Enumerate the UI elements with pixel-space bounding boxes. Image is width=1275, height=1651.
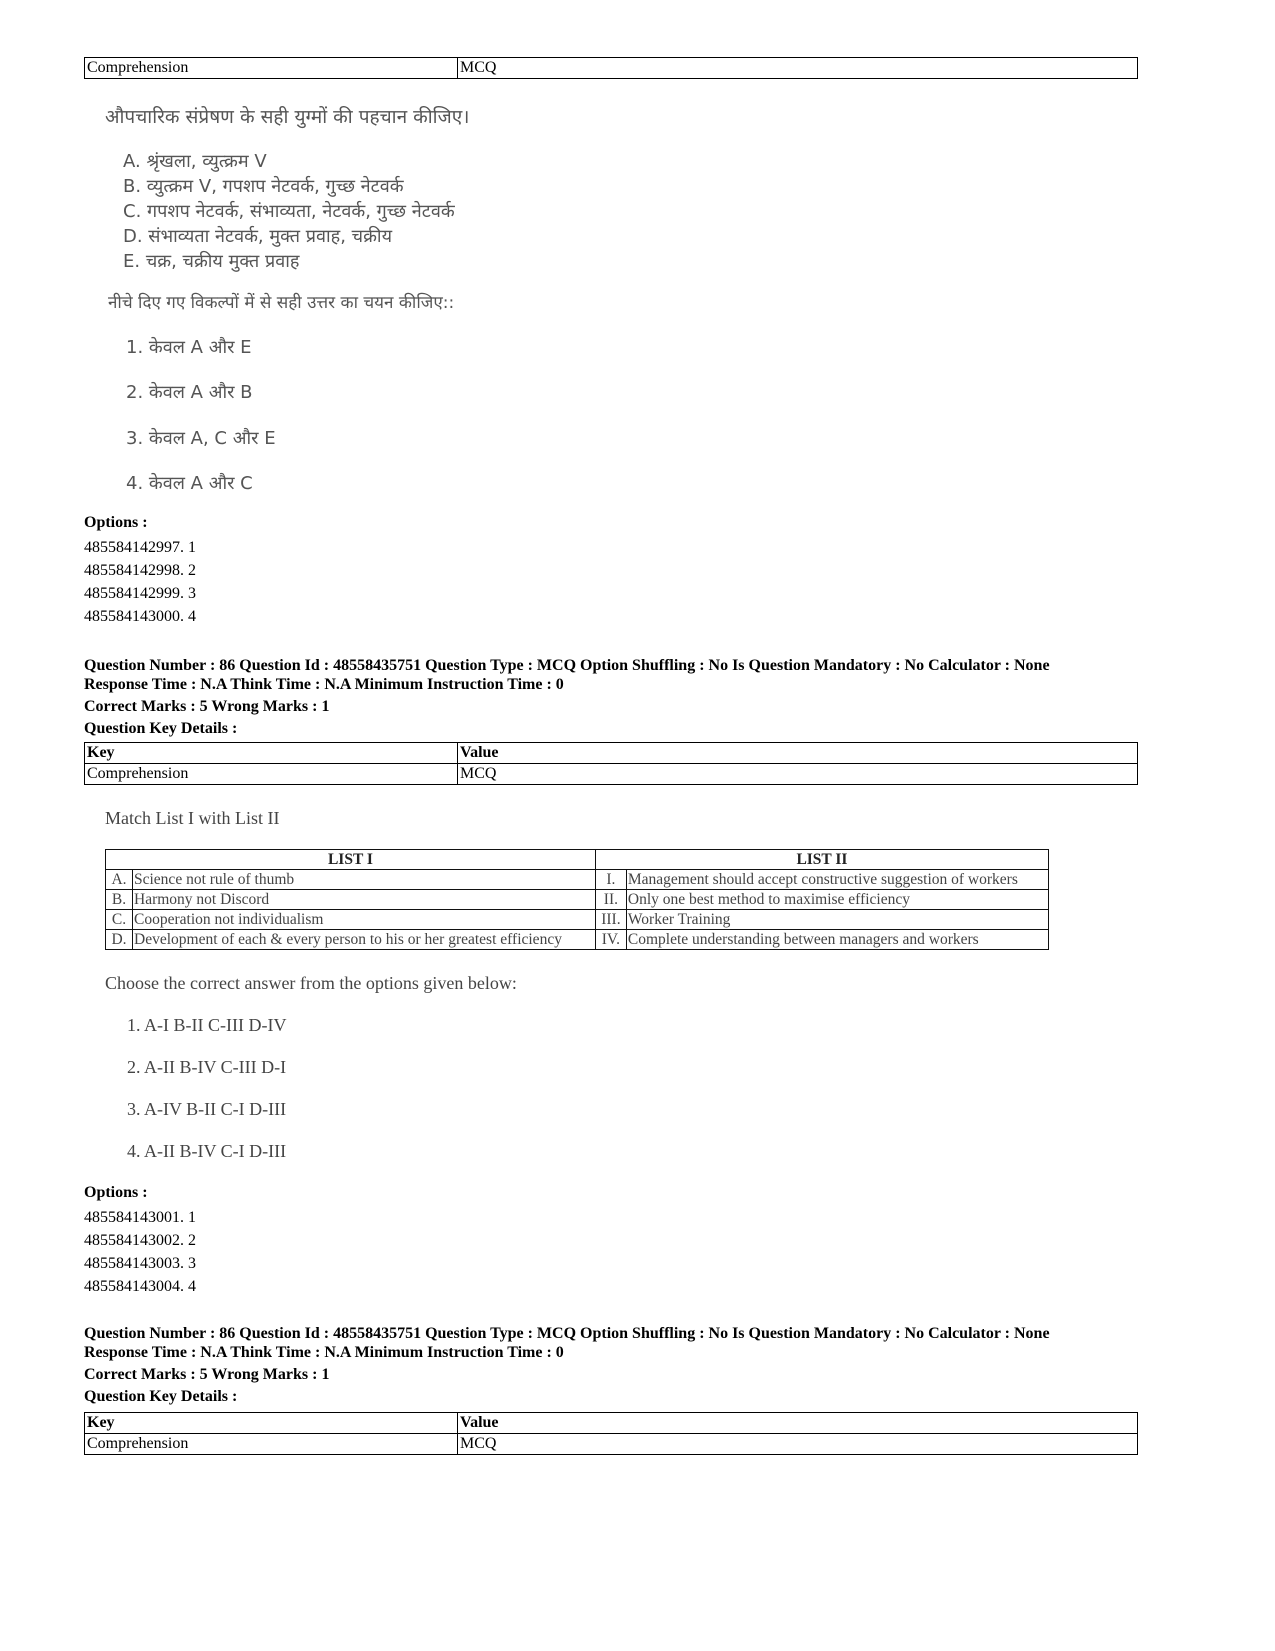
question-next-header: [84, 1324, 1050, 1406]
statement-item: B. व्युत्क्रम V, गपशप नेटवर्क, गुच्छ नेटवर्क: [123, 176, 404, 197]
value-cell: MCQ: [458, 1434, 1138, 1455]
key-cell: Comprehension: [85, 58, 458, 79]
option-item: 485584143003. 3: [84, 1255, 196, 1272]
question-meta-line: Response Time : N.A Think Time : N.A Minimum Instruction Time : 0: [84, 676, 564, 693]
question-86-header: [84, 656, 1050, 738]
option-item: 485584142997. 1: [84, 539, 196, 556]
answer-choice: 3. केवल A, C और E: [126, 428, 276, 449]
question-key-table: [84, 1412, 1138, 1455]
option-item: 485584143001. 1: [84, 1209, 196, 1226]
list-1-letter: A.: [106, 870, 133, 890]
value-cell: MCQ: [458, 764, 1138, 785]
question-stem: Match List I with List II: [105, 808, 280, 828]
list-1-letter: B.: [106, 890, 133, 910]
question-meta-line: Question Number : 86 Question Id : 48558435751 Question Type : MCQ Option Shuffling : No Is Question Mandatory : No Calculator : None: [84, 1325, 1050, 1342]
list-1-letter: C.: [106, 910, 133, 930]
statement-item: A. श्रृंखला, व्युत्क्रम V: [123, 151, 267, 172]
list-2-text: Management should accept constructive suggestion of workers: [626, 870, 1048, 890]
option-item: 485584143002. 2: [84, 1232, 196, 1249]
options-label: Options :: [84, 1184, 148, 1201]
key-details-label: Question Key Details :: [84, 1388, 238, 1405]
answer-choice: 4. A-II B-IV C-I D-III: [127, 1141, 287, 1161]
question-meta-line: Response Time : N.A Think Time : N.A Minimum Instruction Time : 0: [84, 1344, 564, 1361]
list-2-numeral: II.: [595, 890, 626, 910]
options-block: [84, 513, 196, 628]
match-row: [106, 890, 1049, 910]
question-stem: औपचारिक संप्रेषण के सही युग्मों की पहचान कीजिए।: [105, 106, 470, 128]
value-header: Value: [458, 1413, 1138, 1434]
options-label: Options :: [84, 514, 148, 531]
option-item: 485584142999. 3: [84, 585, 196, 602]
question-meta-line: Question Number : 86 Question Id : 48558435751 Question Type : MCQ Option Shuffling : No Is Question Mandatory : No Calculator : None: [84, 657, 1050, 674]
list-2-numeral: I.: [595, 870, 626, 890]
option-item: 485584142998. 2: [84, 562, 196, 579]
list-1-text: Cooperation not individualism: [133, 910, 596, 930]
answer-choice: 1. केवल A और E: [126, 337, 252, 358]
key-cell: Comprehension: [85, 764, 458, 785]
key-details-label: Question Key Details :: [84, 720, 238, 737]
list-2-numeral: IV.: [595, 930, 626, 950]
list-2-numeral: III.: [595, 910, 626, 930]
marks-line: Correct Marks : 5 Wrong Marks : 1: [84, 1366, 330, 1383]
key-header: Key: [85, 1413, 458, 1434]
statement-item: E. चक्र, चक्रीय मुक्त प्रवाह: [123, 251, 300, 272]
list-2-text: Worker Training: [626, 910, 1048, 930]
value-cell: MCQ: [458, 58, 1138, 79]
options-block: [84, 1183, 196, 1298]
answer-choice: 2. केवल A और B: [126, 382, 253, 403]
value-header: Value: [458, 743, 1138, 764]
top-key-value-table: [84, 57, 1138, 79]
statement-item: D. संभाव्यता नेटवर्क, मुक्त प्रवाह, चक्रीय: [123, 226, 393, 247]
list-1-text: Development of each & every person to his or her greatest efficiency: [133, 930, 596, 950]
list-2-header: LIST II: [595, 850, 1048, 870]
match-header-row: [106, 850, 1049, 870]
choose-instruction: Choose the correct answer from the options given below:: [105, 973, 517, 993]
table-header-row: [85, 1413, 1138, 1434]
table-row: [85, 764, 1138, 785]
table-row: [85, 58, 1138, 79]
match-row: [106, 910, 1049, 930]
match-row: [106, 930, 1049, 950]
key-cell: Comprehension: [85, 1434, 458, 1455]
statement-item: C. गपशप नेटवर्क, संभाव्यता, नेटवर्क, गुच्छ नेटवर्क: [123, 201, 455, 222]
answer-choice: 4. केवल A और C: [126, 473, 253, 494]
option-item: 485584143004. 4: [84, 1278, 196, 1295]
list-2-text: Only one best method to maximise efficiency: [626, 890, 1048, 910]
table-header-row: [85, 743, 1138, 764]
marks-line: Correct Marks : 5 Wrong Marks : 1: [84, 698, 330, 715]
choose-instruction: नीचे दिए गए विकल्पों में से सही उत्तर का चयन कीजिए::: [108, 293, 455, 313]
list-1-text: Science not rule of thumb: [133, 870, 596, 890]
answer-choice: 2. A-II B-IV C-III D-I: [127, 1057, 287, 1077]
match-list-table: [105, 849, 1049, 950]
key-header: Key: [85, 743, 458, 764]
answer-choice: 1. A-I B-II C-III D-IV: [127, 1015, 287, 1035]
table-row: [85, 1434, 1138, 1455]
question-85-content: [105, 103, 469, 313]
question-key-table: [84, 742, 1138, 785]
option-item: 485584143000. 4: [84, 608, 196, 625]
list-1-text: Harmony not Discord: [133, 890, 596, 910]
statement-list: [123, 149, 469, 274]
list-1-header: LIST I: [106, 850, 596, 870]
list-1-letter: D.: [106, 930, 133, 950]
answer-choice: 3. A-IV B-II C-I D-III: [127, 1099, 287, 1119]
list-2-text: Complete understanding between managers and workers: [626, 930, 1048, 950]
match-row: [106, 870, 1049, 890]
